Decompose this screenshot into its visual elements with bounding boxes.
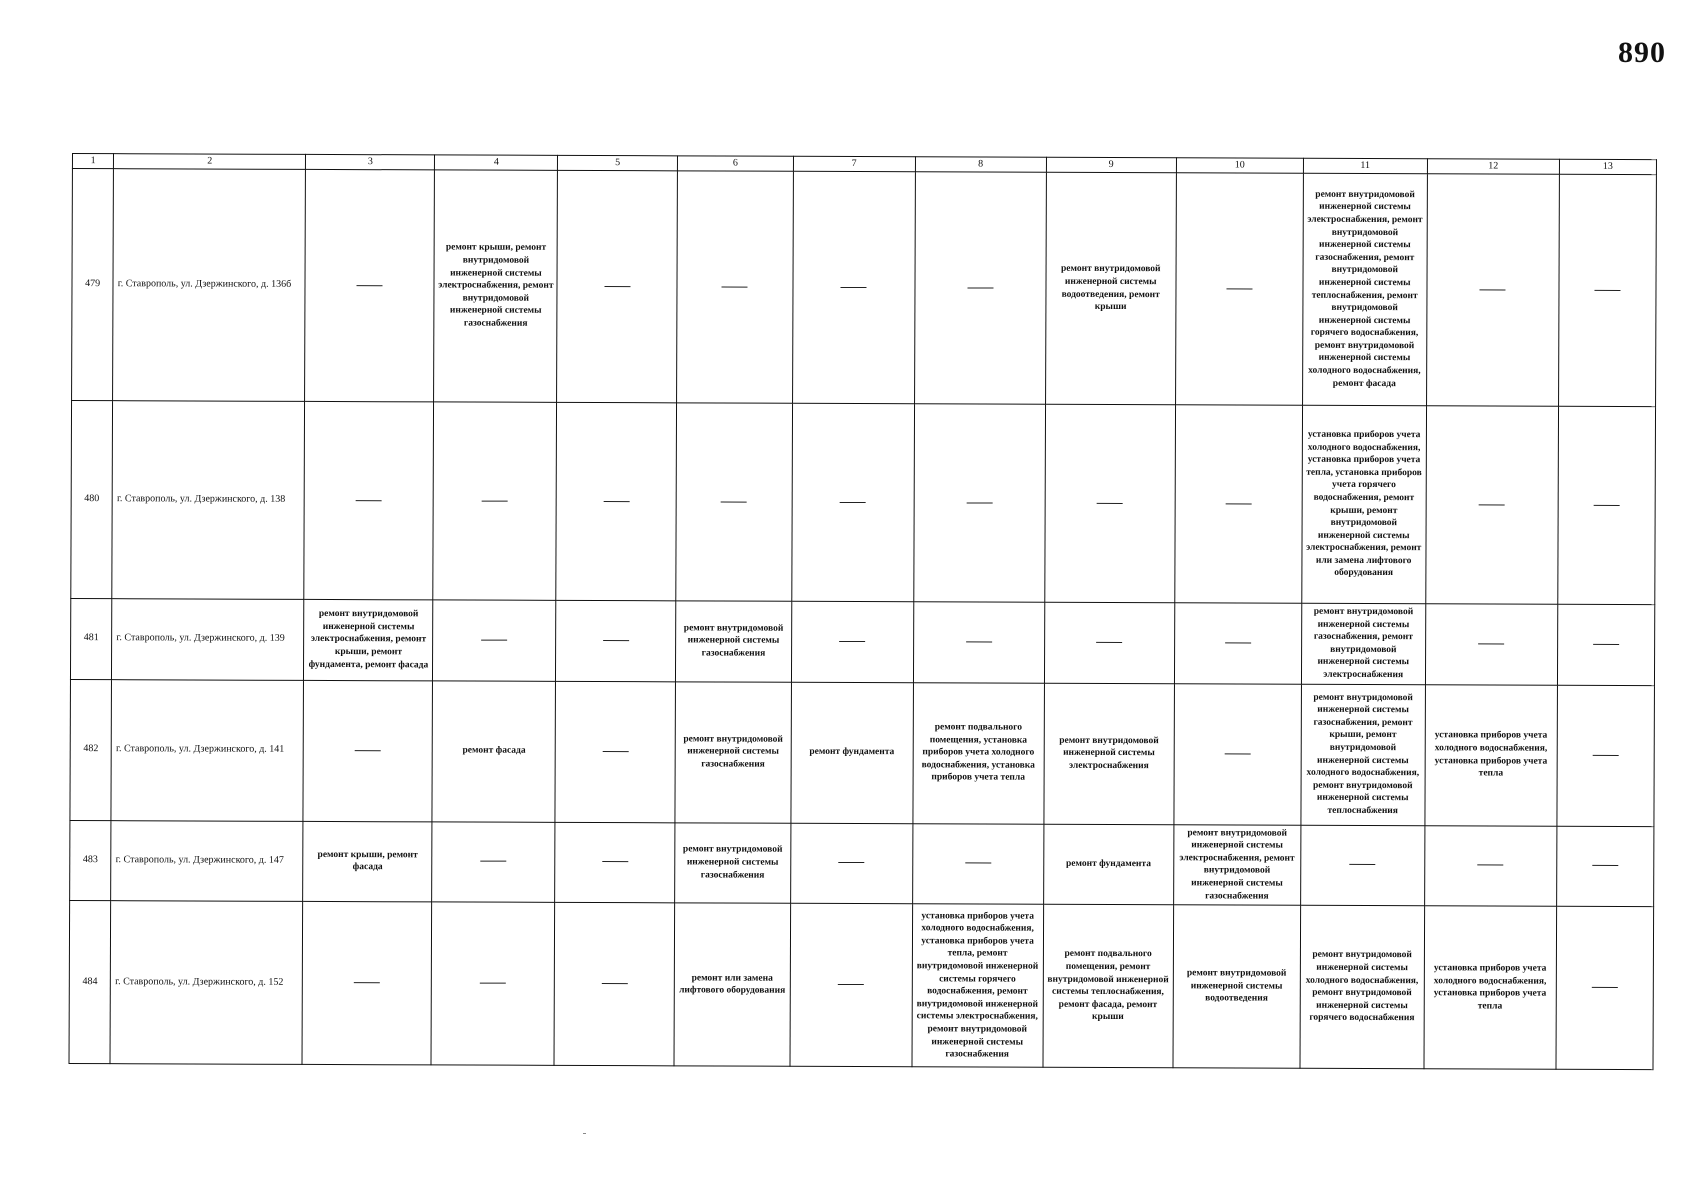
- empty-cell: [305, 169, 435, 401]
- work-cell: ремонт крыши, ремонт внутридомовой инженерной системы электроснабжения, ремонт внутридомовой инженерной системы газоснабжения: [434, 170, 558, 402]
- empty-cell: [1556, 906, 1654, 1069]
- empty-cell: [912, 823, 1043, 904]
- empty-cell: [302, 902, 432, 1065]
- dash-mark: [601, 983, 627, 984]
- dash-mark: [603, 501, 629, 502]
- dash-mark: [1225, 503, 1251, 504]
- dash-mark: [1226, 288, 1252, 289]
- work-cell: ремонт подвального помещения, ремонт внутридомовой инженерной системы теплоснабжения, ремонт фасада, ремонт крыши: [1043, 904, 1174, 1067]
- table-row: [70, 598, 1654, 685]
- column-number: 4: [435, 155, 558, 170]
- column-number: 11: [1303, 158, 1427, 173]
- empty-cell: [1425, 406, 1558, 605]
- empty-cell: [1174, 603, 1301, 684]
- address-cell: г. Ставрополь, ул. Дзержинского, д. 147: [111, 820, 303, 901]
- column-number: 10: [1176, 158, 1303, 173]
- address-cell: г. Ставрополь, ул. Дзержинского, д. 136б: [113, 169, 306, 402]
- dash-mark: [604, 286, 630, 287]
- work-cell: ремонт или замена лифтового оборудования: [674, 903, 790, 1066]
- empty-cell: [791, 601, 913, 682]
- column-number: 7: [793, 156, 915, 171]
- dash-mark: [1097, 502, 1123, 503]
- column-number: 5: [558, 155, 678, 170]
- dash-mark: [602, 751, 628, 752]
- table-row: [69, 901, 1654, 1070]
- row-number: 479: [72, 169, 114, 401]
- row-number: 480: [71, 401, 113, 599]
- dash-mark: [841, 286, 867, 287]
- empty-cell: [304, 401, 434, 599]
- dash-mark: [1479, 504, 1505, 505]
- work-cell: установка приборов учета холодного водоснабжения, установка приборов учета тепла, ремонт внутридомовой инженерной системы горячего водоснабжения, ремонт внутридомовой инженерной системы электроснабжения, ремонт внутридомовой инженерной системы газоснабжения: [912, 904, 1044, 1068]
- empty-cell: [1044, 404, 1175, 602]
- work-cell: ремонт крыши, ремонт фасада: [303, 821, 432, 902]
- empty-cell: [1557, 604, 1654, 685]
- empty-cell: [1174, 683, 1302, 824]
- dash-mark: [356, 500, 382, 501]
- row-number: 483: [70, 820, 112, 901]
- empty-cell: [554, 902, 674, 1065]
- row-number: 481: [70, 598, 112, 679]
- empty-cell: [1425, 604, 1557, 685]
- address-cell: г. Ставрополь, ул. Дзержинского, д. 138: [112, 401, 305, 600]
- work-cell: ремонт внутридомовой инженерной системы электроснабжения, ремонт крыши, ремонт фундамента, ремонт фасада: [304, 599, 433, 680]
- scan-speck: [583, 1133, 586, 1134]
- work-cell: ремонт внутридомовой инженерной системы электроснабжения: [1044, 683, 1175, 824]
- dash-mark: [722, 286, 748, 287]
- column-number: 9: [1046, 157, 1176, 172]
- empty-cell: [1424, 825, 1556, 906]
- empty-cell: [432, 821, 555, 902]
- empty-cell: [433, 600, 556, 681]
- dash-mark: [838, 984, 864, 985]
- work-cell: ремонт фундамента: [1043, 824, 1173, 905]
- empty-cell: [556, 402, 677, 600]
- dash-mark: [1593, 754, 1619, 755]
- dash-mark: [966, 641, 992, 642]
- dash-mark: [1594, 504, 1620, 505]
- column-number: 6: [677, 156, 793, 171]
- dash-mark: [966, 502, 992, 503]
- dash-mark: [482, 500, 508, 501]
- dash-mark: [839, 641, 865, 642]
- empty-cell: [790, 903, 912, 1066]
- work-cell: ремонт внутридомовой инженерной системы газоснабжения, ремонт внутридомовой инженерной системы электроснабжения: [1301, 603, 1425, 684]
- page-number: 890: [1618, 36, 1666, 69]
- empty-cell: [792, 171, 915, 403]
- empty-cell: [1044, 602, 1174, 683]
- work-cell: ремонт внутридомовой инженерной системы холодного водоснабжения, ремонт внутридомовой инженерной системы горячего водоснабжения: [1300, 905, 1425, 1068]
- empty-cell: [1556, 826, 1653, 907]
- repair-schedule-table-wrapper: [72, 153, 1657, 1064]
- empty-cell: [791, 403, 914, 601]
- dash-mark: [354, 982, 380, 983]
- dash-mark: [838, 862, 864, 863]
- dash-mark: [1224, 753, 1250, 754]
- dash-mark: [1478, 643, 1504, 644]
- column-number: 12: [1427, 159, 1559, 175]
- work-cell: ремонт внутридомовой инженерной системы газоснабжения: [676, 601, 792, 682]
- table-row: [70, 820, 1654, 907]
- work-cell: ремонт внутридомовой инженерной системы газоснабжения: [675, 822, 791, 903]
- dash-mark: [355, 750, 381, 751]
- empty-cell: [431, 902, 554, 1065]
- address-cell: г. Ставрополь, ул. Дзержинского, д. 141: [111, 679, 304, 821]
- empty-cell: [1300, 825, 1424, 906]
- dash-mark: [967, 287, 993, 288]
- dash-mark: [965, 863, 991, 864]
- dash-mark: [1592, 865, 1618, 866]
- empty-cell: [1558, 406, 1656, 604]
- dash-mark: [721, 501, 747, 502]
- column-number: 3: [306, 154, 435, 169]
- dash-mark: [602, 861, 628, 862]
- work-cell: ремонт фундамента: [791, 682, 913, 823]
- work-cell: ремонт подвального помещения, установка приборов учета холодного водоснабжения, установка приборов учета тепла: [912, 682, 1044, 824]
- work-cell: ремонт внутридомовой инженерной системы водоотведения: [1173, 905, 1301, 1068]
- column-number: 2: [114, 154, 306, 170]
- dash-mark: [1593, 644, 1619, 645]
- empty-cell: [433, 402, 557, 600]
- empty-cell: [914, 172, 1046, 405]
- repair-schedule-table: [69, 153, 1657, 1070]
- dash-mark: [1225, 642, 1251, 643]
- dash-mark: [1592, 987, 1618, 988]
- work-cell: установка приборов учета холодного водоснабжения, установка приборов учета тепла: [1425, 684, 1558, 826]
- table-row: [71, 401, 1656, 605]
- column-number: 8: [915, 157, 1046, 173]
- dash-mark: [480, 983, 506, 984]
- dash-mark: [481, 639, 507, 640]
- column-number: 13: [1559, 159, 1656, 174]
- row-number: 482: [70, 679, 112, 820]
- work-cell: ремонт внутридомовой инженерной системы электроснабжения, ремонт внутридомовой инженерной системы газоснабжения, ремонт внутридомовой инженерной системы теплоснабжения, ремонт внутридомовой инженерной системы горячего водоснабжения, ремонт внутридомовой инженерной системы холодного водоснабжения, ремонт фасада: [1302, 173, 1427, 405]
- dash-mark: [481, 861, 507, 862]
- empty-cell: [676, 403, 792, 601]
- empty-cell: [790, 823, 912, 904]
- dash-mark: [357, 285, 383, 286]
- empty-cell: [1558, 174, 1656, 406]
- address-cell: г. Ставрополь, ул. Дзержинского, д. 139: [112, 599, 304, 680]
- work-cell: установка приборов учета холодного водоснабжения, установка приборов учета тепла, установка приборов учета горячего водоснабжения, ремонт крыши, ремонт внутридомовой инженерной системы электроснабжения, ремонт или замена лифтового оборудования: [1302, 405, 1427, 603]
- empty-cell: [1175, 405, 1303, 603]
- work-cell: установка приборов учета холодного водоснабжения, установка приборов учета тепла: [1424, 906, 1557, 1070]
- empty-cell: [677, 171, 794, 403]
- table-row: [72, 169, 1657, 407]
- empty-cell: [913, 602, 1044, 683]
- dash-mark: [603, 640, 629, 641]
- work-cell: ремонт внутридомовой инженерной системы электроснабжения, ремонт внутридомовой инженерной системы газоснабжения: [1173, 824, 1300, 905]
- empty-cell: [557, 170, 678, 402]
- work-cell: ремонт фасада: [432, 680, 555, 821]
- dash-mark: [1349, 864, 1375, 865]
- work-cell: ремонт внутридомовой инженерной системы газоснабжения, ремонт крыши, ремонт внутридомовой инженерной системы холодного водоснабжения, ремонт внутридомовой инженерной системы теплоснабжения: [1301, 684, 1425, 825]
- table-body: [69, 169, 1656, 1070]
- work-cell: ремонт внутридомовой инженерной системы водоотведения, ремонт крыши: [1045, 172, 1176, 404]
- empty-cell: [1426, 174, 1559, 407]
- row-number: 484: [69, 901, 111, 1064]
- empty-cell: [303, 680, 433, 821]
- table-row: [70, 679, 1655, 826]
- empty-cell: [1557, 685, 1655, 826]
- empty-cell: [555, 681, 675, 822]
- address-cell: г. Ставрополь, ул. Дзержинского, д. 152: [110, 901, 303, 1065]
- dash-mark: [840, 501, 866, 502]
- dash-mark: [1478, 865, 1504, 866]
- column-number: 1: [72, 154, 113, 169]
- empty-cell: [556, 600, 676, 681]
- empty-cell: [913, 404, 1045, 603]
- dash-mark: [1594, 289, 1620, 290]
- dash-mark: [1096, 642, 1122, 643]
- dash-mark: [1480, 289, 1506, 290]
- empty-cell: [555, 822, 675, 903]
- work-cell: ремонт внутридомовой инженерной системы газоснабжения: [675, 681, 791, 822]
- empty-cell: [1175, 173, 1303, 405]
